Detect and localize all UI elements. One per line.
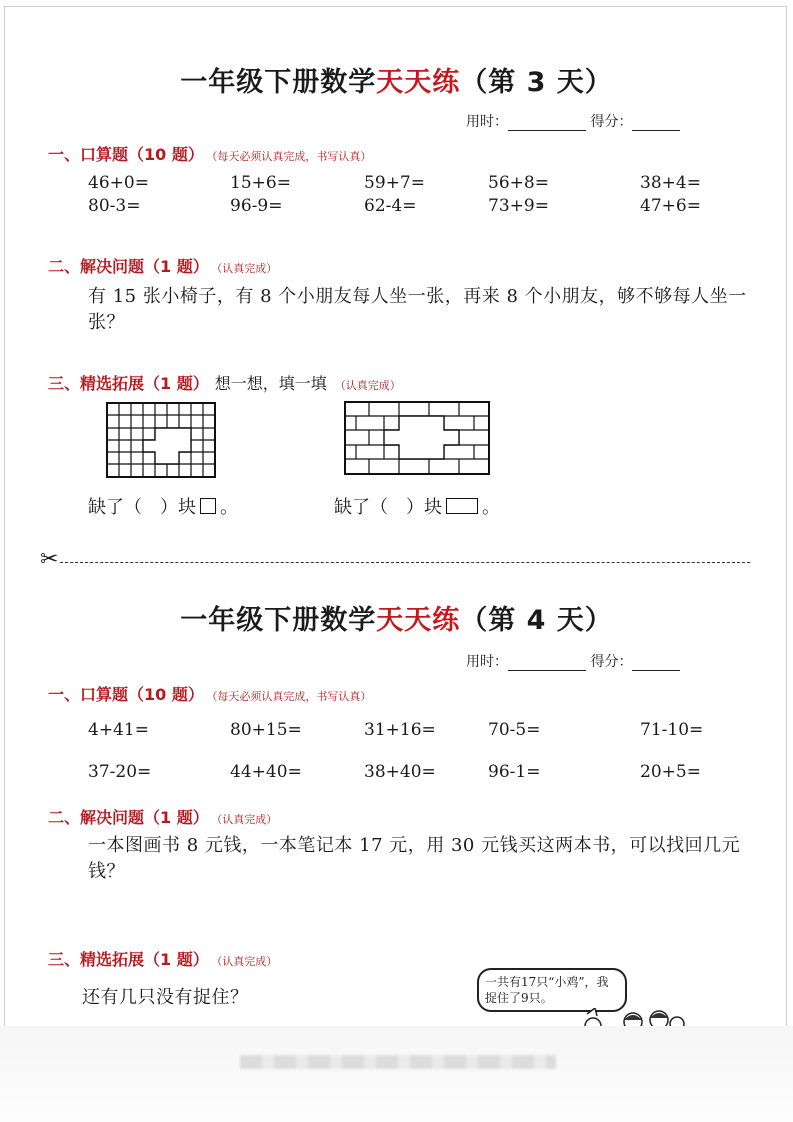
day4-title-main: 一年级下册数学: [180, 605, 377, 636]
page-footer-area: [0, 1026, 793, 1122]
day3-title-main: 一年级下册数学: [180, 67, 377, 98]
day3-sec3-note: （认真完成）: [334, 379, 401, 392]
square-icon: [200, 498, 216, 514]
day4-calc-8: 38+40=: [364, 762, 436, 782]
day3-sec1-heading: [48, 142, 371, 165]
rectangle-icon: [446, 498, 478, 514]
day3-sec2-note: （认真完成）: [216, 262, 278, 275]
day4-sec1-note: （每天必须认真完成，书写认真）: [211, 690, 372, 703]
speech-bubble: 一共有17只“小鸡”，我捉住了9只。: [477, 968, 627, 1012]
day3-calc-5: 38+4=: [640, 173, 701, 193]
day4-calc-7: 44+40=: [230, 762, 302, 782]
day3-score-label: 得分：: [590, 114, 633, 130]
day3-sec3-extra: 想一想，填一填: [214, 374, 327, 393]
day4-title-red: 天天练: [376, 605, 461, 636]
day4-calc-2: 80+15=: [230, 720, 302, 740]
day3-problem: 有 15 张小椅子，有 8 个小朋友每人坐一张，再来 8 个小朋友，够不够每人坐一张？: [88, 286, 747, 333]
day3-calc-9: 73+9=: [488, 196, 549, 216]
day3-missing-squares: 缺了（ ）块 。: [88, 497, 238, 518]
blurred-watermark: [240, 1055, 556, 1069]
day3-calc-3: 59+7=: [364, 173, 425, 193]
day4-sec2-heading: [48, 805, 277, 828]
day4-calc-1: 4+41=: [88, 720, 149, 740]
scissors-icon: ✂: [40, 547, 59, 572]
day4-time-label: 用时：: [466, 654, 508, 670]
day4-sec3-note: （认真完成）: [216, 955, 278, 968]
day4-meta: [466, 651, 680, 671]
day4-time-blank[interactable]: [508, 656, 586, 671]
day4-sec3-title: 三、精选拓展（1 题）: [48, 950, 209, 969]
day3-title-red: 天天练: [376, 67, 461, 98]
day3-meta: [466, 111, 680, 131]
day3-sec3-heading: [48, 371, 401, 394]
day3-calc-1: 46+0=: [88, 173, 149, 193]
day3-calc-7: 96-9=: [230, 196, 283, 216]
day3-calc-6: 80-3=: [88, 196, 141, 216]
day4-sec2-title: 二、解决问题（1 题）: [48, 808, 209, 827]
brick-wall-figure: [344, 401, 490, 475]
day4-title-suffix: （第 4 天）: [460, 605, 613, 636]
day4-calc-6: 37-20=: [88, 762, 152, 782]
day3-time-blank[interactable]: [508, 116, 586, 131]
day3-missing2-text: 缺了（ ）块: [334, 497, 442, 518]
day3-title: [0, 60, 793, 99]
day4-problem: 一本图画书 8 元钱，一本笔记本 17 元，用 30 元钱买这两本书，可以找回几元钱？: [88, 835, 741, 882]
day4-calc-10: 20+5=: [640, 762, 701, 782]
day3-calc-8: 62-4=: [364, 196, 417, 216]
square-tile-figure: [106, 402, 216, 478]
day3-sec2-heading: [48, 254, 277, 277]
day4-sec1-heading: [48, 682, 371, 705]
day3-calc-4: 56+8=: [488, 173, 549, 193]
day3-sec1-title: 一、口算题（10 题）: [48, 145, 204, 164]
day4-sec3-heading: [48, 947, 277, 970]
cut-line: [40, 562, 750, 563]
day4-calc-9: 96-1=: [488, 762, 541, 782]
children-illustration: [575, 1008, 685, 1028]
day3-title-suffix: （第 3 天）: [460, 67, 613, 98]
day4-sec2-note: （认真完成）: [216, 813, 278, 826]
day3-missing1-text: 缺了（ ）块: [88, 497, 196, 518]
day3-score-blank[interactable]: [632, 116, 680, 131]
day3-calc-10: 47+6=: [640, 196, 701, 216]
day4-score-blank[interactable]: [632, 656, 680, 671]
day4-question: 还有几只没有捉住？: [82, 987, 249, 1008]
day4-calc-5: 71-10=: [640, 720, 704, 740]
day3-sec1-note: （每天必须认真完成，书写认真）: [211, 150, 372, 163]
day4-calc-3: 31+16=: [364, 720, 436, 740]
day4-sec1-title: 一、口算题（10 题）: [48, 685, 204, 704]
day4-score-label: 得分：: [590, 654, 633, 670]
day3-sec2-title: 二、解决问题（1 题）: [48, 257, 209, 276]
day3-time-label: 用时：: [466, 114, 508, 130]
day3-sec3-title: 三、精选拓展（1 题）: [48, 374, 209, 393]
day4-calc-4: 70-5=: [488, 720, 541, 740]
day4-title: [0, 598, 793, 637]
day3-calc-2: 15+6=: [230, 173, 291, 193]
day3-missing-bricks: 缺了（ ）块 。: [334, 497, 500, 518]
